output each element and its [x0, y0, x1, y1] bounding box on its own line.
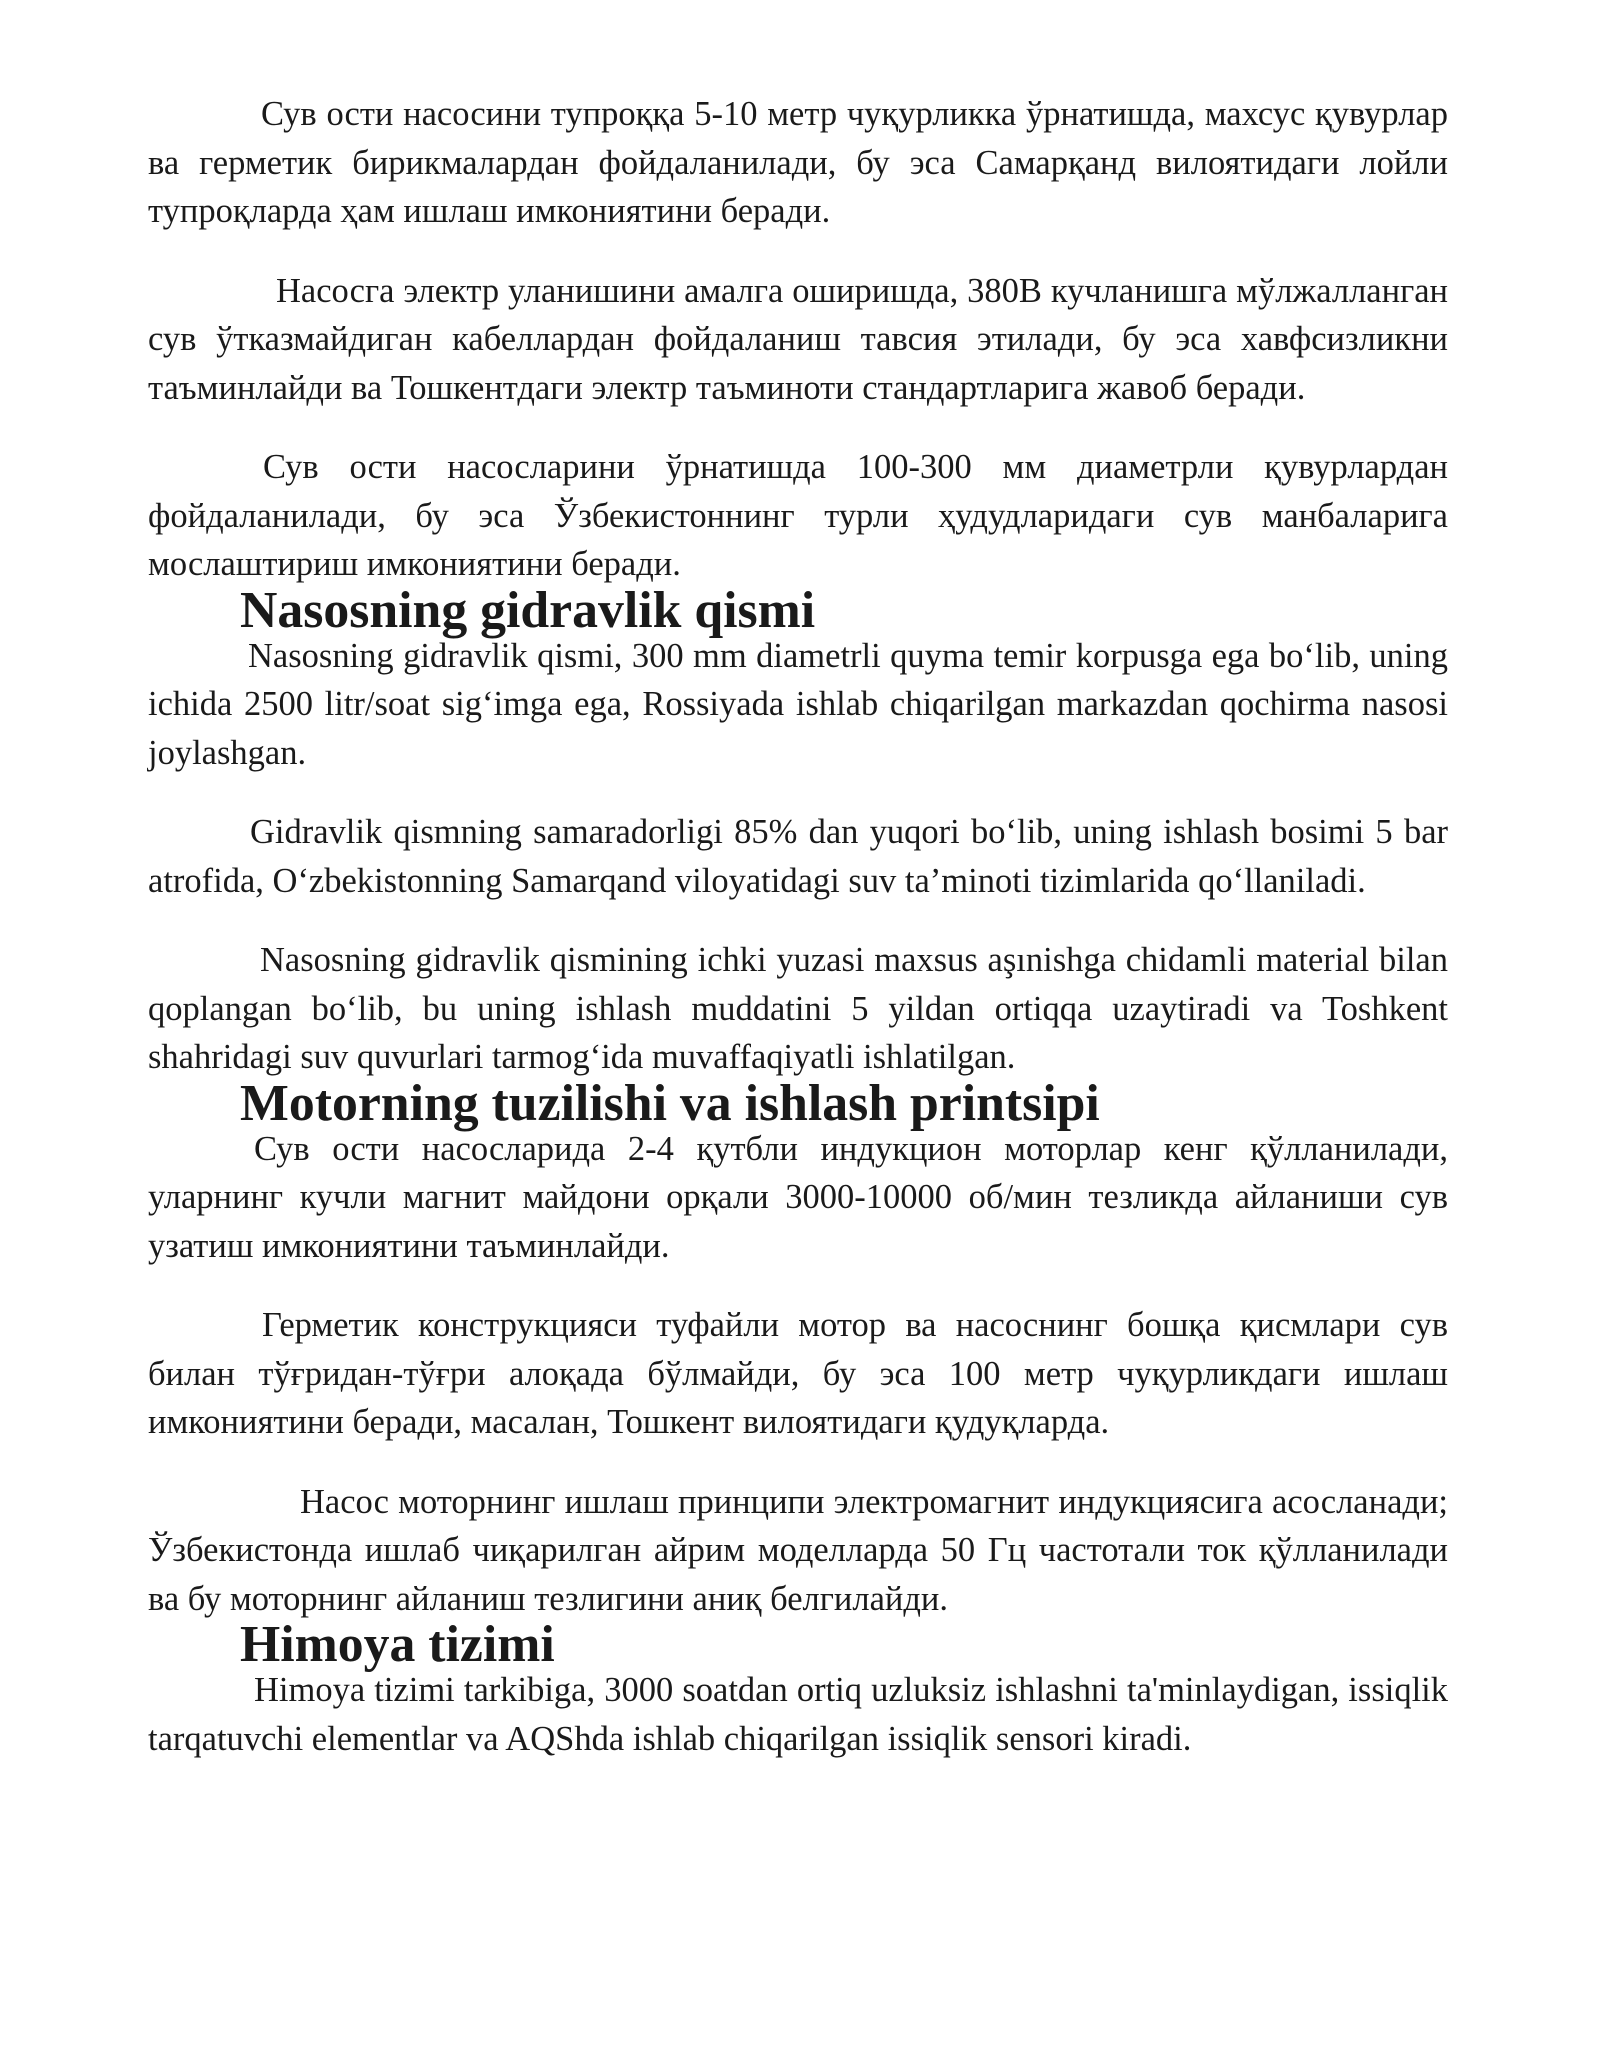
paragraph: Сув ости насосини тупроққа 5-10 метр чуқурликка ўрнатишда, махсус қувурлар ва герметик бирикмалардан фойдаланилади, бу эса Самарқанд вилоятидаги лойли тупроқларда ҳам ишлаш имкониятини беради.: [148, 95, 1448, 230]
paragraph: Сув ости насосларини ўрнатишда 100-300 мм диаметрли қувурлардан фойдаланилади, бу эса Ўзбекистоннинг турли ҳудудларидаги сув манбаларига мослаштириш имкониятини беради.: [148, 448, 1448, 583]
paragraph: Насос моторнинг ишлаш принципи электромагнит индукциясига асосланади; Ўзбекистонда ишлаб чиқарилган айрим моделларда 50 Гц частотали ток қўлланилади ва бу моторнинг айланиш тезлигини аниқ белгилайди.: [148, 1482, 1448, 1618]
document-page: [148, 90, 1448, 1763]
paragraph: Nasosning gidravlik qismining ichki yuzasi maxsus aşınishga chidamli material bilan qoplangan bo‘lib, bu uning ishlash muddatini 5 yildan ortiqqa uzaytiradi va Toshkent shahridagi suv quvurlari tarmog‘ida muvaffaqiyatli ishlatilgan.: [148, 941, 1448, 1076]
paragraph: Nasosning gidravlik qismi, 300 mm diametrli quyma temir korpusga ega bo‘lib, uning ichida 2500 litr/soat sig‘imga ega, Rossiyada ishlab chiqarilgan markazdan qochirma nasosi joylashgan.: [148, 636, 1448, 772]
paragraph: Насосга электр уланишини амалга оширишда, 380В кучланишга мўлжалланган сув ўтказмайдиган кабеллардан фойдаланиш тавсия этилади, бу эса хавфсизликни таъминлайди ва Тошкентдаги электр таъминоти стандартларига жавоб беради.: [148, 271, 1448, 407]
section-heading: Nasosning gidravlik qismi: [240, 581, 816, 639]
section-heading: Himoya tizimi: [240, 1616, 555, 1673]
paragraph: Сув ости насосларида 2-4 қутбли индукцион моторлар кенг қўлланилади, уларнинг кучли магнит майдони орқали 3000-10000 об/мин тезликда айланиши сув узатиш имкониятини таъминлайди.: [148, 1129, 1448, 1265]
paragraph: Gidravlik qismning samaradorligi 85% dan yuqori bo‘lib, uning ishlash bosimi 5 bar atrofida, O‘zbekistonning Samarqand viloyatidagi suv ta’minoti tizimlarida qo‘llaniladi.: [148, 813, 1448, 900]
section-heading: Motorning tuzilishi va ishlash printsipi: [240, 1074, 1100, 1132]
paragraph: Himoya tizimi tarkibiga, 3000 soatdan ortiq uzluksiz ishlashni ta'minlaydigan, issiqlik tarqatuvchi elementlar va AQShda ishlab chiqarilgan issiqlik sensori kiradi.: [148, 1671, 1448, 1758]
paragraph: Герметик конструкцияси туфайли мотор ва насоснинг бошқа қисмлари сув билан тўғридан-тўғри алоқада бўлмайди, бу эса 100 метр чуқурликдаги ишлаш имкониятини беради, масалан, Тошкент вилоятидаги қудуқларда.: [148, 1306, 1448, 1441]
